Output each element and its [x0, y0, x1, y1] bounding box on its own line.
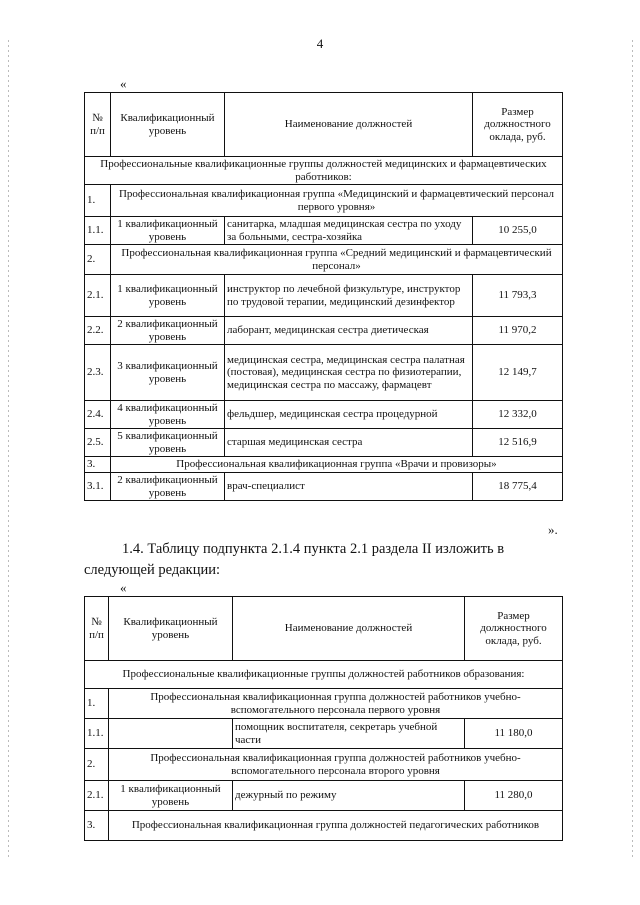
row-positions: помощник воспитателя, секретарь учебной части [233, 719, 465, 749]
header-num: № п/п [85, 93, 111, 157]
group-num: 1. [85, 689, 109, 719]
table-row [85, 275, 563, 317]
group-row [85, 749, 563, 781]
row-positions: лаборант, медицинская сестра диетическая [225, 317, 473, 345]
group-row [85, 185, 563, 217]
header-num: № п/п [85, 597, 109, 661]
table1-quote-close: ». [548, 522, 558, 537]
group-row [85, 811, 563, 841]
group-row [85, 245, 563, 275]
table-row [85, 317, 563, 345]
group-title: Профессиональная квалификационная группа «Медицинский и фармацевтический персонал первого уровня» [111, 185, 563, 217]
row-positions: медицинская сестра, медицинская сестра палатная (постовая), медицинская сестра по физиотерапии, медицинская сестра по массажу, фармацевт [225, 345, 473, 401]
group-title: Профессиональная квалификационная группа должностей педагогических работников [109, 811, 563, 841]
header-salary: Размер должностного оклада, руб. [465, 597, 563, 661]
row-level: 1 квалификационный уровень [109, 781, 233, 811]
paragraph-text: 1.4. Таблицу подпункта 2.1.4 пункта 2.1 раздела II изложить в следующей редакции: [84, 541, 505, 578]
header-level: Квалификационный уровень [109, 597, 233, 661]
group-num: 1. [85, 185, 111, 217]
row-level: 5 квалификационный уровень [111, 429, 225, 457]
table2-header-row [85, 597, 563, 661]
table-row [85, 473, 563, 501]
row-salary: 10 255,0 [473, 217, 563, 245]
row-level: 2 квалификационный уровень [111, 473, 225, 501]
table-row [85, 217, 563, 245]
row-salary: 18 775,4 [473, 473, 563, 501]
row-positions: инструктор по лечебной физкультуре, инструктор по трудовой терапии, медицинский дезинфектор [225, 275, 473, 317]
row-num: 2.2. [85, 317, 111, 345]
row-salary: 11 280,0 [465, 781, 563, 811]
header-salary: Размер должностного оклада, руб. [473, 93, 563, 157]
section-row [85, 661, 563, 689]
row-salary: 12 332,0 [473, 401, 563, 429]
row-level: 1 квалификационный уровень [111, 217, 225, 245]
row-salary: 11 970,2 [473, 317, 563, 345]
table-education-staff [84, 596, 563, 841]
table2-quote-open: « [120, 580, 127, 595]
scan-edge-right [632, 40, 633, 860]
row-salary: 12 516,9 [473, 429, 563, 457]
group-title: Профессиональная квалификационная группа должностей работников учебно-вспомогательного персонала второго уровня [109, 749, 563, 781]
group-row [85, 689, 563, 719]
row-salary: 11 180,0 [465, 719, 563, 749]
row-num: 3.1. [85, 473, 111, 501]
row-level: 3 квалификационный уровень [111, 345, 225, 401]
group-title: Профессиональная квалификационная группа должностей работников учебно-вспомогательного персонала первого уровня [109, 689, 563, 719]
row-num: 2.1. [85, 781, 109, 811]
table-row [85, 429, 563, 457]
row-num: 2.3. [85, 345, 111, 401]
row-salary: 12 149,7 [473, 345, 563, 401]
header-position: Наименование должностей [233, 597, 465, 661]
row-num: 1.1. [85, 719, 109, 749]
row-num: 2.5. [85, 429, 111, 457]
row-level [109, 719, 233, 749]
row-positions: врач-специалист [225, 473, 473, 501]
group-num: 3. [85, 811, 109, 841]
row-level: 2 квалификационный уровень [111, 317, 225, 345]
page-number: 4 [316, 36, 324, 51]
table-medical-staff [84, 92, 563, 501]
section-title: Профессиональные квалификационные группы должностей медицинских и фармацевтических работников: [85, 157, 563, 185]
group-num: 2. [85, 749, 109, 781]
row-num: 1.1. [85, 217, 111, 245]
section-title: Профессиональные квалификационные группы должностей работников образования: [85, 661, 563, 689]
table-row [85, 781, 563, 811]
group-num: 2. [85, 245, 111, 275]
scan-edge-left [8, 40, 9, 860]
row-positions: дежурный по режиму [233, 781, 465, 811]
section-row [85, 157, 563, 185]
group-title: Профессиональная квалификационная группа «Врачи и провизоры» [111, 457, 563, 473]
row-num: 2.1. [85, 275, 111, 317]
group-num: 3. [85, 457, 111, 473]
row-level: 4 квалификационный уровень [111, 401, 225, 429]
table1-header-row [85, 93, 563, 157]
table1-quote-open: « [120, 76, 127, 91]
table-row [85, 345, 563, 401]
row-positions: старшая медицинская сестра [225, 429, 473, 457]
group-title: Профессиональная квалификационная группа «Средний медицинский и фармацевтический персонал» [111, 245, 563, 275]
row-positions: санитарка, младшая медицинская сестра по уходу за больными, сестра-хозяйка [225, 217, 473, 245]
row-salary: 11 793,3 [473, 275, 563, 317]
header-position: Наименование должностей [225, 93, 473, 157]
paragraph-1-4 [84, 539, 548, 581]
table-row [85, 719, 563, 749]
row-num: 2.4. [85, 401, 111, 429]
table-row [85, 401, 563, 429]
header-level: Квалификационный уровень [111, 93, 225, 157]
row-level: 1 квалификационный уровень [111, 275, 225, 317]
group-row [85, 457, 563, 473]
row-positions: фельдшер, медицинская сестра процедурной [225, 401, 473, 429]
